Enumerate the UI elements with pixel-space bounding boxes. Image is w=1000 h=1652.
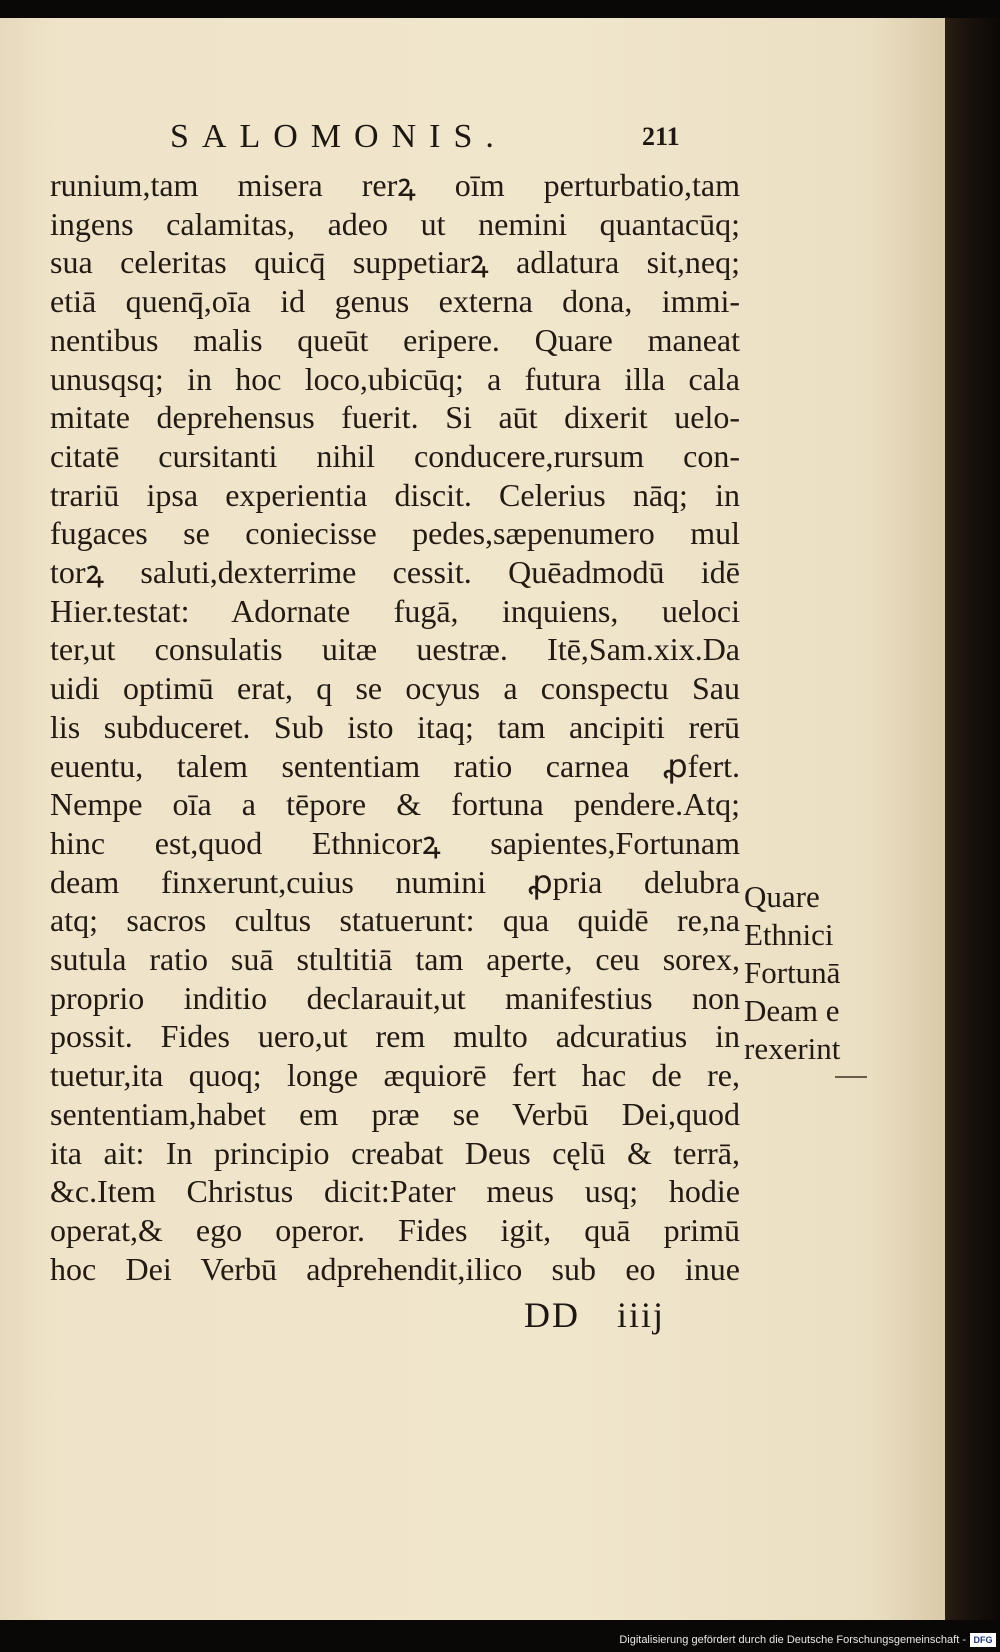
text-line: tuetur,ita quoq; longe æquiorē fert hac de re, bbox=[50, 1057, 740, 1094]
text-line: hoc Dei Verbū adprehendit,ilico sub eo inue bbox=[50, 1250, 740, 1287]
text-line: ingens calamitas, adeo ut nemini quantacūq; bbox=[50, 205, 740, 242]
dfg-logo: DFG bbox=[970, 1633, 996, 1647]
marginal-note-line: Deam e bbox=[744, 993, 840, 1028]
text-line: nentibus malis queūt eripere. Quare maneat bbox=[50, 321, 740, 358]
running-head bbox=[170, 118, 750, 164]
text-line: euentu, talem sententiam ratio carnea ꝓfert. bbox=[50, 747, 740, 784]
text-line: sententiam,habet em præ se Verbū Dei,quod bbox=[50, 1095, 740, 1132]
text-line: operat,& ego operor. Fides igit, quā primū bbox=[50, 1211, 740, 1248]
marginal-note-line: Ethnici bbox=[744, 917, 834, 952]
marginal-note-line: rexerint bbox=[744, 1031, 841, 1066]
text-line: hinc est,quod Ethnicorꝝ sapientes,Fortunam bbox=[50, 824, 740, 861]
text-line: citatē cursitanti nihil conducere,rursum con- bbox=[50, 437, 740, 474]
signature-number: iiij bbox=[617, 1295, 666, 1335]
signature-code: DD bbox=[524, 1295, 580, 1335]
text-line: atq; sacros cultus statuerunt: qua quidē re,na bbox=[50, 902, 740, 939]
text-line: sutula ratio suā stultitiā tam aperte, ceu sorex, bbox=[50, 941, 740, 978]
text-line: deam finxerunt,cuius numini ꝓpria delubra bbox=[50, 863, 740, 900]
text-line: fugaces se coniecisse pedes,sæpenumero mul bbox=[50, 515, 740, 552]
text-line: torꝝ saluti,dexterrime cessit. Quēadmodū idē bbox=[50, 554, 740, 591]
marginal-note bbox=[744, 878, 894, 1068]
text-line: sua celeritas quicq̄ suppetiarꝝ adlatura sit,neq; bbox=[50, 244, 740, 281]
text-line: proprio inditio declarauit,ut manifestius non bbox=[50, 979, 740, 1016]
text-line: runium,tam misera rerꝝ oīm perturbatio,tam bbox=[50, 167, 740, 203]
book-edge bbox=[945, 18, 1000, 1620]
marginal-note-line: Fortunā bbox=[744, 955, 841, 990]
text-line: possit. Fides uero,ut rem multo adcuratius in bbox=[50, 1018, 740, 1055]
footer-bar bbox=[0, 1630, 1000, 1652]
text-line: lis subduceret. Sub isto itaq; tam ancipiti rerū bbox=[50, 708, 740, 745]
running-head-title: SALOMONIS. bbox=[170, 118, 507, 155]
text-line: ter,ut consulatis uitæ uestræ. Itē,Sam.xix.Da bbox=[50, 631, 740, 668]
marginal-rule bbox=[835, 1076, 867, 1078]
folio-number: 211 bbox=[642, 122, 680, 151]
text-line: Hier.testat: Adornate fugā, inquiens, ueloci bbox=[50, 592, 740, 629]
text-line: &c.Item Christus dicit:Pater meus usq; hodie bbox=[50, 1173, 740, 1210]
text-line: uidi optimū erat, q se ocyus a conspectu Sau bbox=[50, 670, 740, 707]
footer-credit: Digitalisierung gefördert durch die Deutsche Forschungsgemeinschaft - bbox=[619, 1634, 966, 1646]
body-text bbox=[50, 166, 740, 1288]
text-line: mitate deprehensus fuerit. Si aūt dixerit uelo- bbox=[50, 399, 740, 436]
text-line: unusqsq; in hoc loco,ubicūq; a futura illa cala bbox=[50, 360, 740, 397]
text-line: Nempe oīa a tēpore & fortuna pendere.Atq; bbox=[50, 786, 740, 823]
text-line: ita ait: In principio creabat Deus cęlū & terrā, bbox=[50, 1134, 740, 1171]
text-line: etiā quenq̄,oīa id genus externa dona, immi- bbox=[50, 283, 740, 320]
marginal-note-line: Quare bbox=[744, 879, 820, 914]
signature-mark bbox=[524, 1294, 665, 1336]
text-line: trariū ipsa experientia discit. Celerius nāq; in bbox=[50, 476, 740, 513]
